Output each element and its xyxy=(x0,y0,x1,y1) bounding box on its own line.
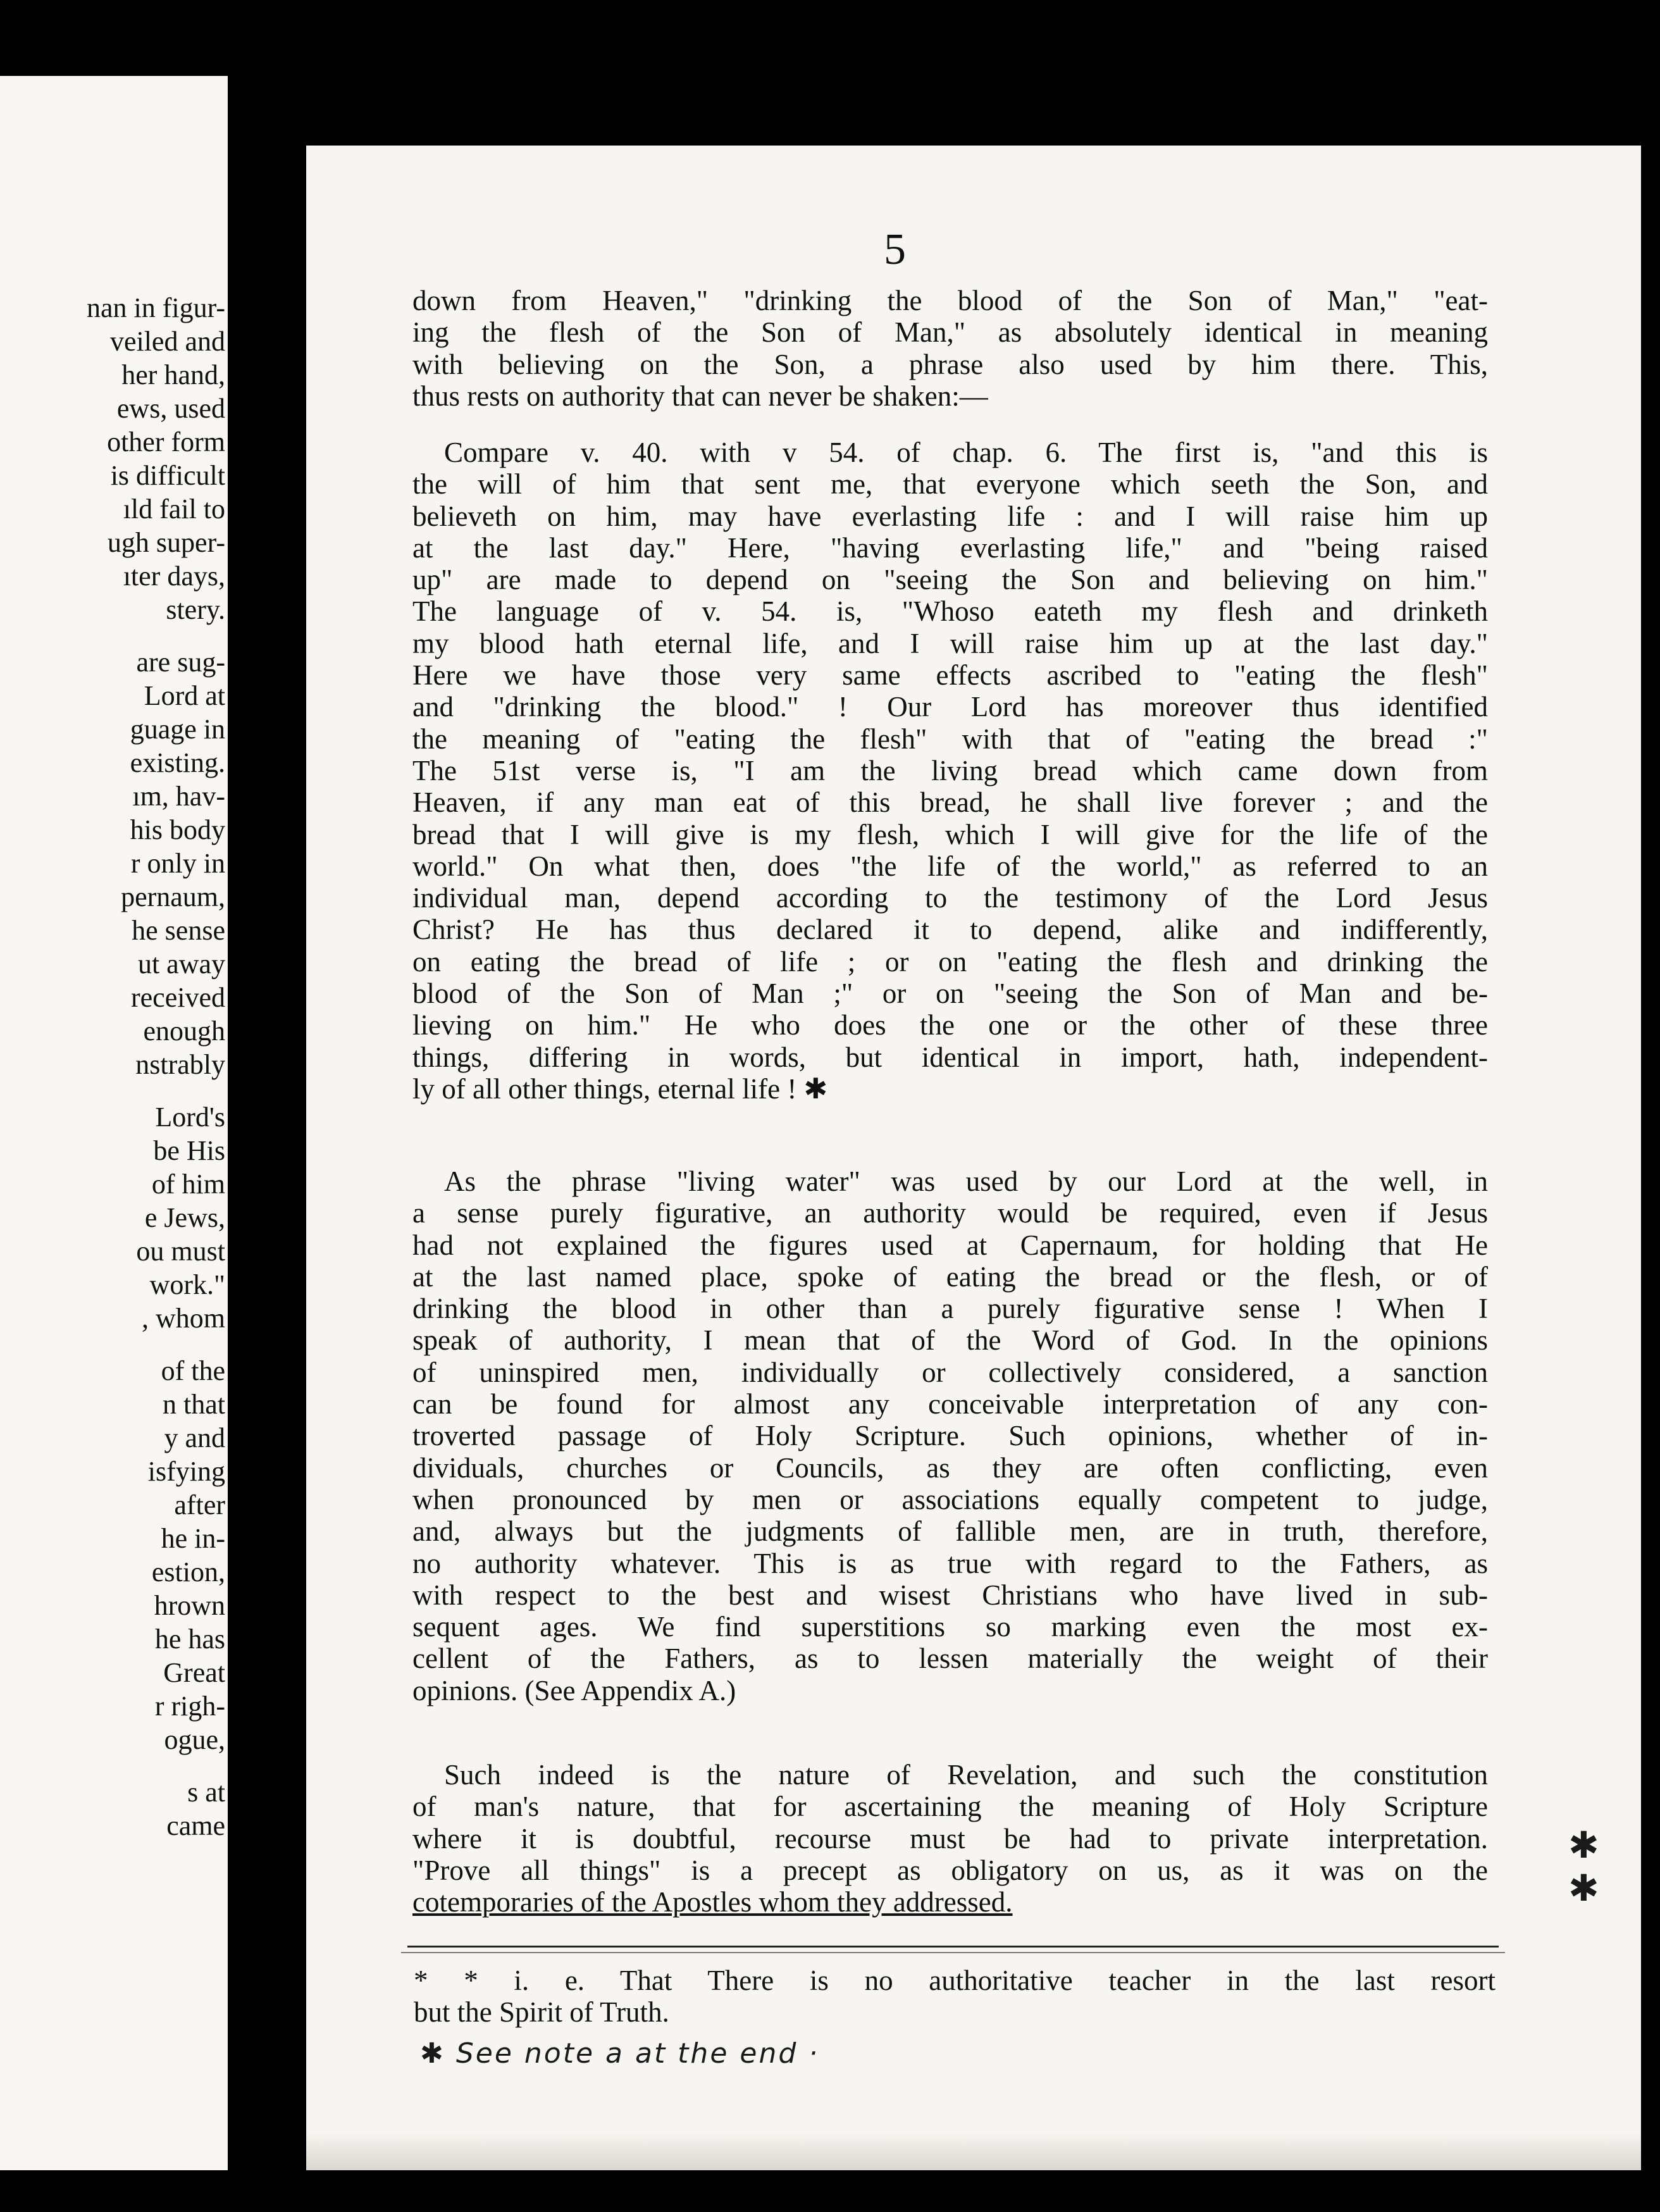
text-line: dividuals, churches or Councils, as they are often conflicting, even xyxy=(412,1451,1488,1484)
text-line: with believing on the Son, a phrase also used by him there. This, xyxy=(412,348,1488,380)
text-line: Christ? He has thus declared it to depend, alike and indifferently, xyxy=(412,914,1488,946)
text-line: and "drinking the blood." ! Our Lord has moreover thus identified xyxy=(412,691,1488,723)
left-page-line: pernaum, xyxy=(121,881,225,912)
paragraph-1 xyxy=(412,285,1488,412)
text-line: when pronounced by men or associations equally competent to judge, xyxy=(412,1483,1488,1515)
left-page-line: Great xyxy=(163,1657,225,1688)
text-line: The 51st verse is, "I am the living bread which came down from xyxy=(412,754,1488,786)
left-page-line: estion, xyxy=(151,1556,225,1588)
text-line: up" are made to depend on "seeing the Son and believing on him." xyxy=(412,564,1488,596)
left-page-line: nan in figur- xyxy=(86,292,225,323)
left-page-line: ım, hav- xyxy=(132,781,225,812)
left-page-line: ugh super- xyxy=(107,527,225,558)
left-page-line: her hand, xyxy=(121,359,225,390)
left-page-line: after xyxy=(174,1489,225,1520)
left-page-line: his body xyxy=(130,814,225,845)
left-page-fragment xyxy=(0,76,228,2170)
left-page-line: stery. xyxy=(166,594,225,625)
left-page-line: of him xyxy=(151,1169,225,1200)
left-page-line: ıter days, xyxy=(123,561,225,592)
left-page-line: other form xyxy=(107,426,225,457)
text-line: lieving on him." He who does the one or the other of these three xyxy=(412,1009,1488,1041)
handwritten-note: ✱ See note a at the end · xyxy=(420,2037,820,2070)
text-line: troverted passage of Holy Scripture. Such opinions, whether of in- xyxy=(412,1420,1488,1452)
left-page-line: Lord at xyxy=(144,680,225,711)
footnote xyxy=(414,1965,1496,2028)
left-page-line: veiled and xyxy=(109,326,225,357)
left-page-line: received xyxy=(131,982,225,1013)
left-page-line: of the xyxy=(161,1355,225,1386)
left-page-line: nstrably xyxy=(135,1049,225,1080)
text-line: drinking the blood in other than a purely figurative sense ! When I xyxy=(412,1293,1488,1325)
left-page-line: hrown xyxy=(154,1590,225,1621)
book-gutter xyxy=(230,76,300,2196)
left-page-line: Lord's xyxy=(155,1102,225,1133)
left-page-line: he sense xyxy=(132,915,225,946)
text-line: blood of the Son of Man ;" or on "seeing the Son of Man and be- xyxy=(412,978,1488,1010)
left-page-line: be His xyxy=(153,1135,225,1166)
text-line: bread that I will give is my flesh, which I will give for the life of the xyxy=(412,818,1488,850)
text-line: on eating the bread of life ; or on "eating the flesh and drinking the xyxy=(412,945,1488,978)
text-line: of man's nature, that for ascertaining the meaning of Holy Scripture xyxy=(412,1791,1488,1823)
left-page-line: work." xyxy=(149,1269,225,1300)
right-page xyxy=(306,146,1641,2170)
text-line: The language of v. 54. is, "Whoso eateth my flesh and drinketh xyxy=(412,595,1488,628)
text-line: individual man, depend according to the testimony of the Lord Jesus xyxy=(412,882,1488,914)
text-line: cotemporaries of the Apostles whom they addressed. xyxy=(412,1886,1013,1918)
text-line: cellent of the Fathers, as to lessen materially the weight of their xyxy=(412,1643,1488,1675)
text-line: of uninspired men, individually or collectively considered, a sanction xyxy=(412,1356,1488,1388)
paragraph-4 xyxy=(412,1759,1488,1918)
text-line: at the last named place, spoke of eating the bread or the flesh, or of xyxy=(412,1260,1488,1293)
left-page-line: he has xyxy=(154,1624,225,1655)
text-line: down from Heaven," "drinking the blood of the Son of Man," "eat- xyxy=(412,285,1488,316)
left-page-line: enough xyxy=(143,1016,225,1047)
section-rule xyxy=(407,1946,1499,1948)
text-line: "Prove all things" is a precept as obligatory on us, as it was on the xyxy=(412,1854,1488,1886)
paragraph-2 xyxy=(412,437,1488,1105)
text-line: can be found for almost any conceivable interpretation of any con- xyxy=(412,1388,1488,1420)
text-line: the meaning of "eating the flesh" with that of "eating the bread :" xyxy=(412,723,1488,755)
text-line: ly of all other things, eternal life ! ✱ xyxy=(412,1072,828,1105)
left-page-line: n that xyxy=(163,1389,225,1420)
text-line: things, differing in words, but identical in import, hath, independent- xyxy=(412,1041,1488,1073)
text-line: had not explained the figures used at Capernaum, for holding that He xyxy=(412,1229,1488,1261)
paragraph-3 xyxy=(412,1165,1488,1706)
text-line: believeth on him, may have everlasting life : and I will raise him up xyxy=(412,500,1488,532)
text-line: speak of authority, I mean that of the Word of God. In the opinions xyxy=(412,1324,1488,1357)
left-page-gap xyxy=(0,626,225,645)
left-page-line: is difficult xyxy=(110,460,225,491)
text-line: sequent ages. We find superstitions so marking even the most ex- xyxy=(412,1611,1488,1643)
page-number: 5 xyxy=(884,225,906,274)
left-page-gap xyxy=(0,1335,225,1354)
text-line: where it is doubtful, recourse must be had to private interpretation. xyxy=(412,1822,1488,1855)
text-line: Here we have those very same effects ascribed to "eating the flesh" xyxy=(412,659,1488,692)
text-line: opinions. (See Appendix A.) xyxy=(412,1674,736,1706)
text-line: the will of him that sent me, that everyone which seeth the Son, and xyxy=(412,468,1488,500)
left-page-gap xyxy=(0,1756,225,1775)
left-page-line: he in- xyxy=(161,1523,225,1554)
left-page-line: r righ- xyxy=(154,1691,225,1722)
left-page-line: s at xyxy=(187,1777,225,1808)
left-page-line: ıld fail to xyxy=(123,494,225,525)
left-page-line: ogue, xyxy=(164,1724,225,1755)
footnote-line: * * i. e. That There is no authoritative teacher in the last resort xyxy=(414,1965,1496,1996)
text-line: a sense purely figurative, an authority would be required, even if Jesus xyxy=(412,1197,1488,1229)
text-line: my blood hath eternal life, and I will raise him up at the last day." xyxy=(412,627,1488,659)
left-page-gap xyxy=(0,1081,225,1100)
left-page-line: are sug- xyxy=(136,647,225,678)
left-page-text xyxy=(0,291,225,1842)
left-page-line: guage in xyxy=(130,714,225,745)
left-page-line: ews, used xyxy=(116,393,225,424)
text-line: and, always but the judgments of fallible men, are in truth, therefore, xyxy=(412,1515,1488,1548)
footnote-line: but the Spirit of Truth. xyxy=(414,1996,669,2028)
left-page-line: ou must xyxy=(136,1236,225,1267)
left-page-line: y and xyxy=(164,1422,225,1453)
left-page-line: came xyxy=(166,1810,225,1841)
text-line: thus rests on authority that can never be shaken:— xyxy=(412,380,988,412)
text-line: Such indeed is the nature of Revelation, and such the constitution xyxy=(444,1759,1488,1791)
text-line: ing the flesh of the Son of Man," as absolutely identical in meaning xyxy=(412,316,1488,349)
margin-asterisks: ✱ ✱ xyxy=(1568,1824,1611,1910)
text-line: no authority whatever. This is as true with regard to the Fathers, as xyxy=(412,1547,1488,1579)
left-page-line: existing. xyxy=(130,747,225,778)
page-bottom-edge xyxy=(306,2132,1641,2170)
text-line: Heaven, if any man eat of this bread, he shall live forever ; and the xyxy=(412,786,1488,819)
left-page-line: e Jews, xyxy=(144,1202,225,1233)
left-page-line: , whom xyxy=(142,1303,225,1334)
left-page-line: r only in xyxy=(130,848,225,879)
text-line: Compare v. 40. with v 54. of chap. 6. The first is, "and this is xyxy=(444,437,1488,468)
text-line: at the last day." Here, "having everlasting life," and "being raised xyxy=(412,531,1488,564)
left-page-line: isfying xyxy=(147,1456,225,1487)
text-line: with respect to the best and wisest Christians who have lived in sub- xyxy=(412,1579,1488,1611)
text-line: world." On what then, does "the life of the world," as referred to an xyxy=(412,850,1488,882)
left-page-line: ut away xyxy=(137,948,225,979)
text-line: As the phrase "living water" was used by our Lord at the well, in xyxy=(444,1165,1488,1197)
